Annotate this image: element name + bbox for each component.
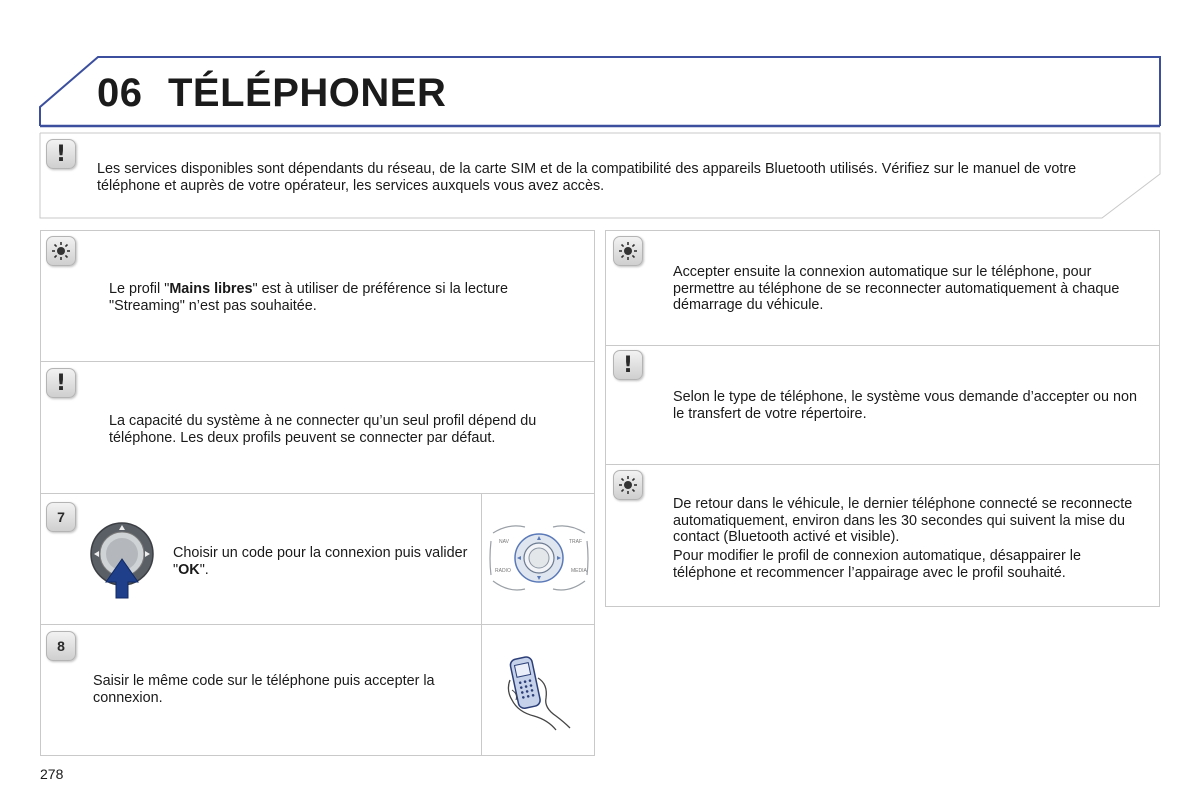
nav-label: NAV (499, 539, 509, 545)
phone-illustration (481, 624, 595, 756)
page-number: 278 (40, 766, 64, 782)
text-part: " est à utiliser de préférence si la lecture "Streaming" n’est pas souhaitée. (109, 281, 508, 314)
exclamation-icon: ! (46, 368, 76, 398)
exclamation-icon: ! (613, 350, 643, 380)
tip-auto-connect-text: Accepter ensuite la connexion automatique sur le téléphone, pour permettre au téléphone de se reconnecter automatiquement à chaque démarrage du véhicule. (673, 264, 1120, 313)
warning-directory-text: Selon le type de téléphone, le système vous demande d’accepter ou non le transfert de votre répertoire. (673, 389, 1138, 422)
top-notice-frame (0, 0, 1200, 230)
exclamation-icon: ! (46, 139, 76, 169)
text-bold-part: Mains libres (169, 281, 253, 297)
step-7-text (173, 545, 473, 578)
phone-in-hand-icon (504, 650, 574, 734)
warning-directory-box (605, 345, 1160, 465)
tip-reconnect-box (605, 464, 1160, 607)
text-part: Le profil " (109, 281, 170, 297)
tip-hands-free-box (40, 230, 595, 362)
chapter-title: TÉLÉPHONER (168, 71, 447, 115)
radio-label: RADIO (495, 568, 511, 574)
control-knob-icon (88, 522, 156, 600)
top-notice-text: Les services disponibles sont dépendants du réseau, de la carte SIM et de la compatibilité des appareils Bluetooth utilisés. Vérifiez sur le manuel de votre téléphone et auprès de votre opérateur, les services auxquels vous avez accès. (97, 161, 1077, 194)
step-7-box (40, 493, 595, 625)
traf-label: TRAF (569, 539, 583, 545)
text-bold-part: OK (178, 561, 200, 578)
text-part: ". (199, 561, 209, 578)
warning-profile-text: La capacité du système à ne connecter qu’un seul profil dépend du téléphone. Les deux profils peuvent se connecter par défaut. (109, 413, 537, 446)
step-8-text: Saisir le même code sur le téléphone puis accepter la connexion. (93, 673, 435, 706)
tip-sun-icon (46, 236, 76, 266)
text-part: Choisir un code pour la connexion puis valider " (173, 545, 468, 578)
tip-auto-connect-box (605, 230, 1160, 346)
control-panel-icon (489, 519, 589, 599)
media-label: MEDIA (571, 568, 587, 574)
tip-hands-free-text (109, 281, 579, 314)
step-number-badge: 8 (46, 631, 76, 661)
tip-sun-icon (613, 236, 643, 266)
tip-sun-icon (613, 470, 643, 500)
chapter-number: 06 (97, 71, 143, 115)
step-8-box (40, 624, 595, 756)
tip-reconnect-paragraph-1: De retour dans le véhicule, le dernier téléphone connecté se reconnecte automatiquement, environ dans les 30 secondes qui suivent la mise du contact (Bluetooth activé et visible). (673, 496, 1133, 545)
tip-reconnect-paragraph-2: Pour modifier le profil de connexion automatique, désappairer le téléphone et recommencer l’appairage avec le profil souhaité. (673, 548, 1081, 581)
warning-profile-box (40, 361, 595, 494)
control-panel-illustration (481, 493, 595, 625)
step-number-badge: 7 (46, 502, 76, 532)
